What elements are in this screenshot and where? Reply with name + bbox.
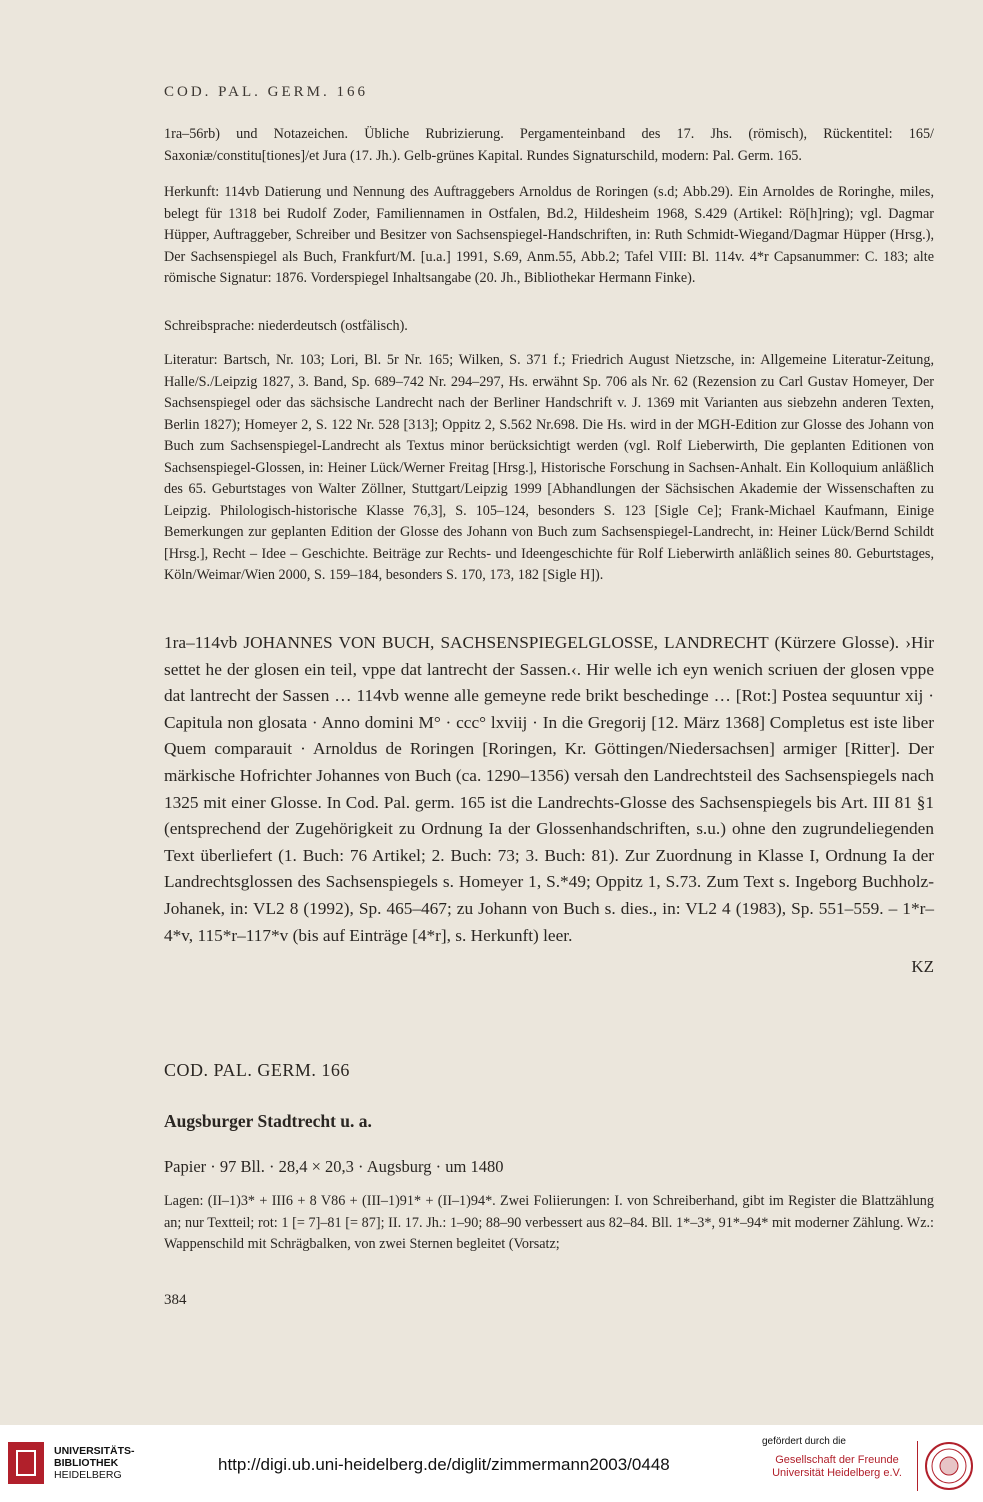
manuscript-meta: Papier · 97 Bll. · 28,4 × 20,3 · Augsburg · um 1480 bbox=[164, 1157, 504, 1176]
author-initials: KZ bbox=[911, 957, 934, 976]
university-seal-icon bbox=[924, 1441, 974, 1491]
sponsor-link[interactable]: Gesellschaft der Freunde Universität Heidelberg e.V. bbox=[772, 1454, 902, 1479]
binding-description: 1ra–56rb) und Notazeichen. Übliche Rubrizierung. Pergamenteinband des 17. Jhs. (römisch), Rückentitel: 165/ Saxoniæ/constitu[tiones]/et Jura (17. Jh.). Gelb-grünes Kapital. Rundes Signaturschild, modern: Pal. Germ. 165. bbox=[164, 126, 934, 164]
manuscript-title: Augsburger Stadtrecht u. a. bbox=[164, 1111, 372, 1131]
literature-paragraph: Literatur: Bartsch, Nr. 103; Lori, Bl. 5r Nr. 165; Wilken, S. 371 f.; Friedrich August Nietzsche, in: Allgemeine Literatur-Zeitung, Halle/S./Leipzig 1827, 3. Band, Sp. 689–742 Nr. 294–297, Hs. erwähnt Sp. 706 als Nr. 62 (Rezension zu Carl Gustav Homeyer, Der Sachsenspiegel oder das sächsische Landrecht nach der Berliner Handschrift v. J. 1369 mit Varianten aus siebzehn anderen Texten, Berlin 1827); Homeyer 2, S. 122 Nr. 528 [313]; Oppitz 2, S.562 Nr.698. Die Hs. wird in der MGH-Edition zur Glosse des Johann von Buch zum Sachsenspiegel-Landrecht als Textus minor berücksichtigt werden (vgl. Rolf Lieberwirth, Die geplanten Editionen von Sachsenspiegel-Glossen, in: Heiner Lück/Werner Freitag [Hrsg.], Historische Forschung in Sachsen-Anhalt. Ein Kolloquium anläßlich des 65. Geburtstages von Walter Zöllner, Stuttgart/Leipzig 1999 [Abhandlungen der Sächsischen Akademie der Wissenschaften zu Leipzig. Philologisch-historische Klasse 76,3], S. 105–124, besonders S. 123 [Sigle Ce]; Frank-Michael Kaufmann, Einige Bemerkungen zur geplanten Edition der Glosse des Johann von Buch zum Sachsenspiegel-Landrecht, in: Heiner Lück/Bernd Schildt [Hrsg.], Recht – Idee – Geschichte. Beiträge zur Rechts- und Ideengeschichte für Rolf Lieberwirth anläßlich seines 80. Geburtstages, Köln/Weimar/Wien 2000, S. 159–184, besonders S. 170, 173, 182 [Sigle H]). bbox=[164, 352, 934, 583]
manuscript-heading: COD. PAL. GERM. 166 bbox=[164, 1060, 350, 1080]
language-paragraph: Schreibsprache: niederdeutsch (ostfälisch). bbox=[164, 318, 408, 334]
content-description: 1ra–114vb JOHANNES VON BUCH, SACHSENSPIEGELGLOSSE, LANDRECHT (Kürzere Glosse). ›Hir settet he der glosen ein teil, vppe dat lantrecht der Sassen.‹. Hir welle ich eyn wenich scriuen der glosen vppe dat lantrecht der Sassen … 114vb wenne alle gemeyne rede brikt beschedinge … [Rot:] Postea sequuntur xij · Capitula non glosata · Anno domini M° · ccc° lxviij · In die Gregorij [12. März 1368] Completus est iste liber Quem comparauit · Arnoldus de Roringen [Roringen, Kr. Göttingen/Niedersachsen] armiger [Ritter]. Der märkische Hofrichter Johannes von Buch (ca. 1290–1356) versah den Landrechtsteil des Sachsenspiegels nach 1325 mit einer Glosse. In Cod. Pal. germ. 165 ist die Landrechts-Glosse des Sachsenspiegels bis Art. III 81 §1 (entsprechend der Zugehörigkeit zu Ordnung Ia der Glossenhandschriften, s.u.) ohne den zugrundeliegenden Text überliefert (1. Buch: 76 Artikel; 2. Buch: 73; 3. Buch: 81). Zur Zuordnung in Klasse I, Ordnung Ia der Landrechtsglossen des Sachsenspiegels s. Homeyer 1, S.*49; Oppitz 1, S.73. Zum Text s. Ingeborg Buchholz-Johanek, in: VL2 8 (1992), Sp. 465–467; zu Johann von Buch s. dies., in: VL2 4 (1983), Sp. 551–559. – 1*r–4*v, 115*r–117*v (bis auf Einträge [4*r], s. Herkunft) leer. bbox=[164, 633, 934, 945]
provenance-paragraph: Herkunft: 114vb Datierung und Nennung des Auftraggebers Arnoldus de Roringen (s.d; Abb.29). Ein Arnoldes de Roringhe, miles, belegt für 1318 bei Rudolf Zoder, Familiennamen in Ostfalen, Bd.2, Hildesheim 1968, S.429 (Artikel: Rö[h]ring); vgl. Dagmar Hüpper, Auftraggeber, Schreiber und Besitzer von Sachsenspiegel-Handschriften, in: Ruth Schmidt-Wiegand/Dagmar Hüpper (Hrsg.), Der Sachsenspiegel als Buch, Frankfurt/M. [u.a.] 1991, S.69, Anm.55, Abb.2; Tafel VIII: Bl. 114v. 4*r Capsanummer: C. 183; alte römische Signatur: 1876. Vorderspiegel Inhaltsangabe (20. Jh., Bibliothekar Hermann Finke). bbox=[164, 184, 934, 286]
sponsor-divider bbox=[917, 1441, 918, 1491]
library-logo-icon[interactable] bbox=[8, 1442, 44, 1484]
sponsor-label: gefördert durch die bbox=[762, 1436, 846, 1447]
document-url-link[interactable]: http://digi.ub.uni-heidelberg.de/diglit/zimmermann2003/0448 bbox=[218, 1455, 670, 1474]
library-name[interactable]: UNIVERSITÄTS- BIBLIOTHEK HEIDELBERG bbox=[54, 1445, 135, 1481]
viewer-footer bbox=[0, 1425, 983, 1502]
quire-description: Lagen: (II–1)3* + III6 + 8 V86 + (III–1)91* + (II–1)94*. Zwei Foliierungen: I. von Schreiberhand, gibt im Register die Blattzählung an; nur Textteil; rot: 1 [= 7]–81 [= 87]; II. 17. Jh.: 1–90; 88–90 verbessert aus 82–84. Bll. 1*–3*, 91*–94* mit moderner Zählung. Wz.: Wappenschild mit Schrägbalken, von zwei Sternen begleitet (Vorsatz; bbox=[164, 1193, 934, 1252]
running-head: COD. PAL. GERM. 166 bbox=[164, 84, 368, 100]
page-number: 384 bbox=[164, 1292, 187, 1308]
